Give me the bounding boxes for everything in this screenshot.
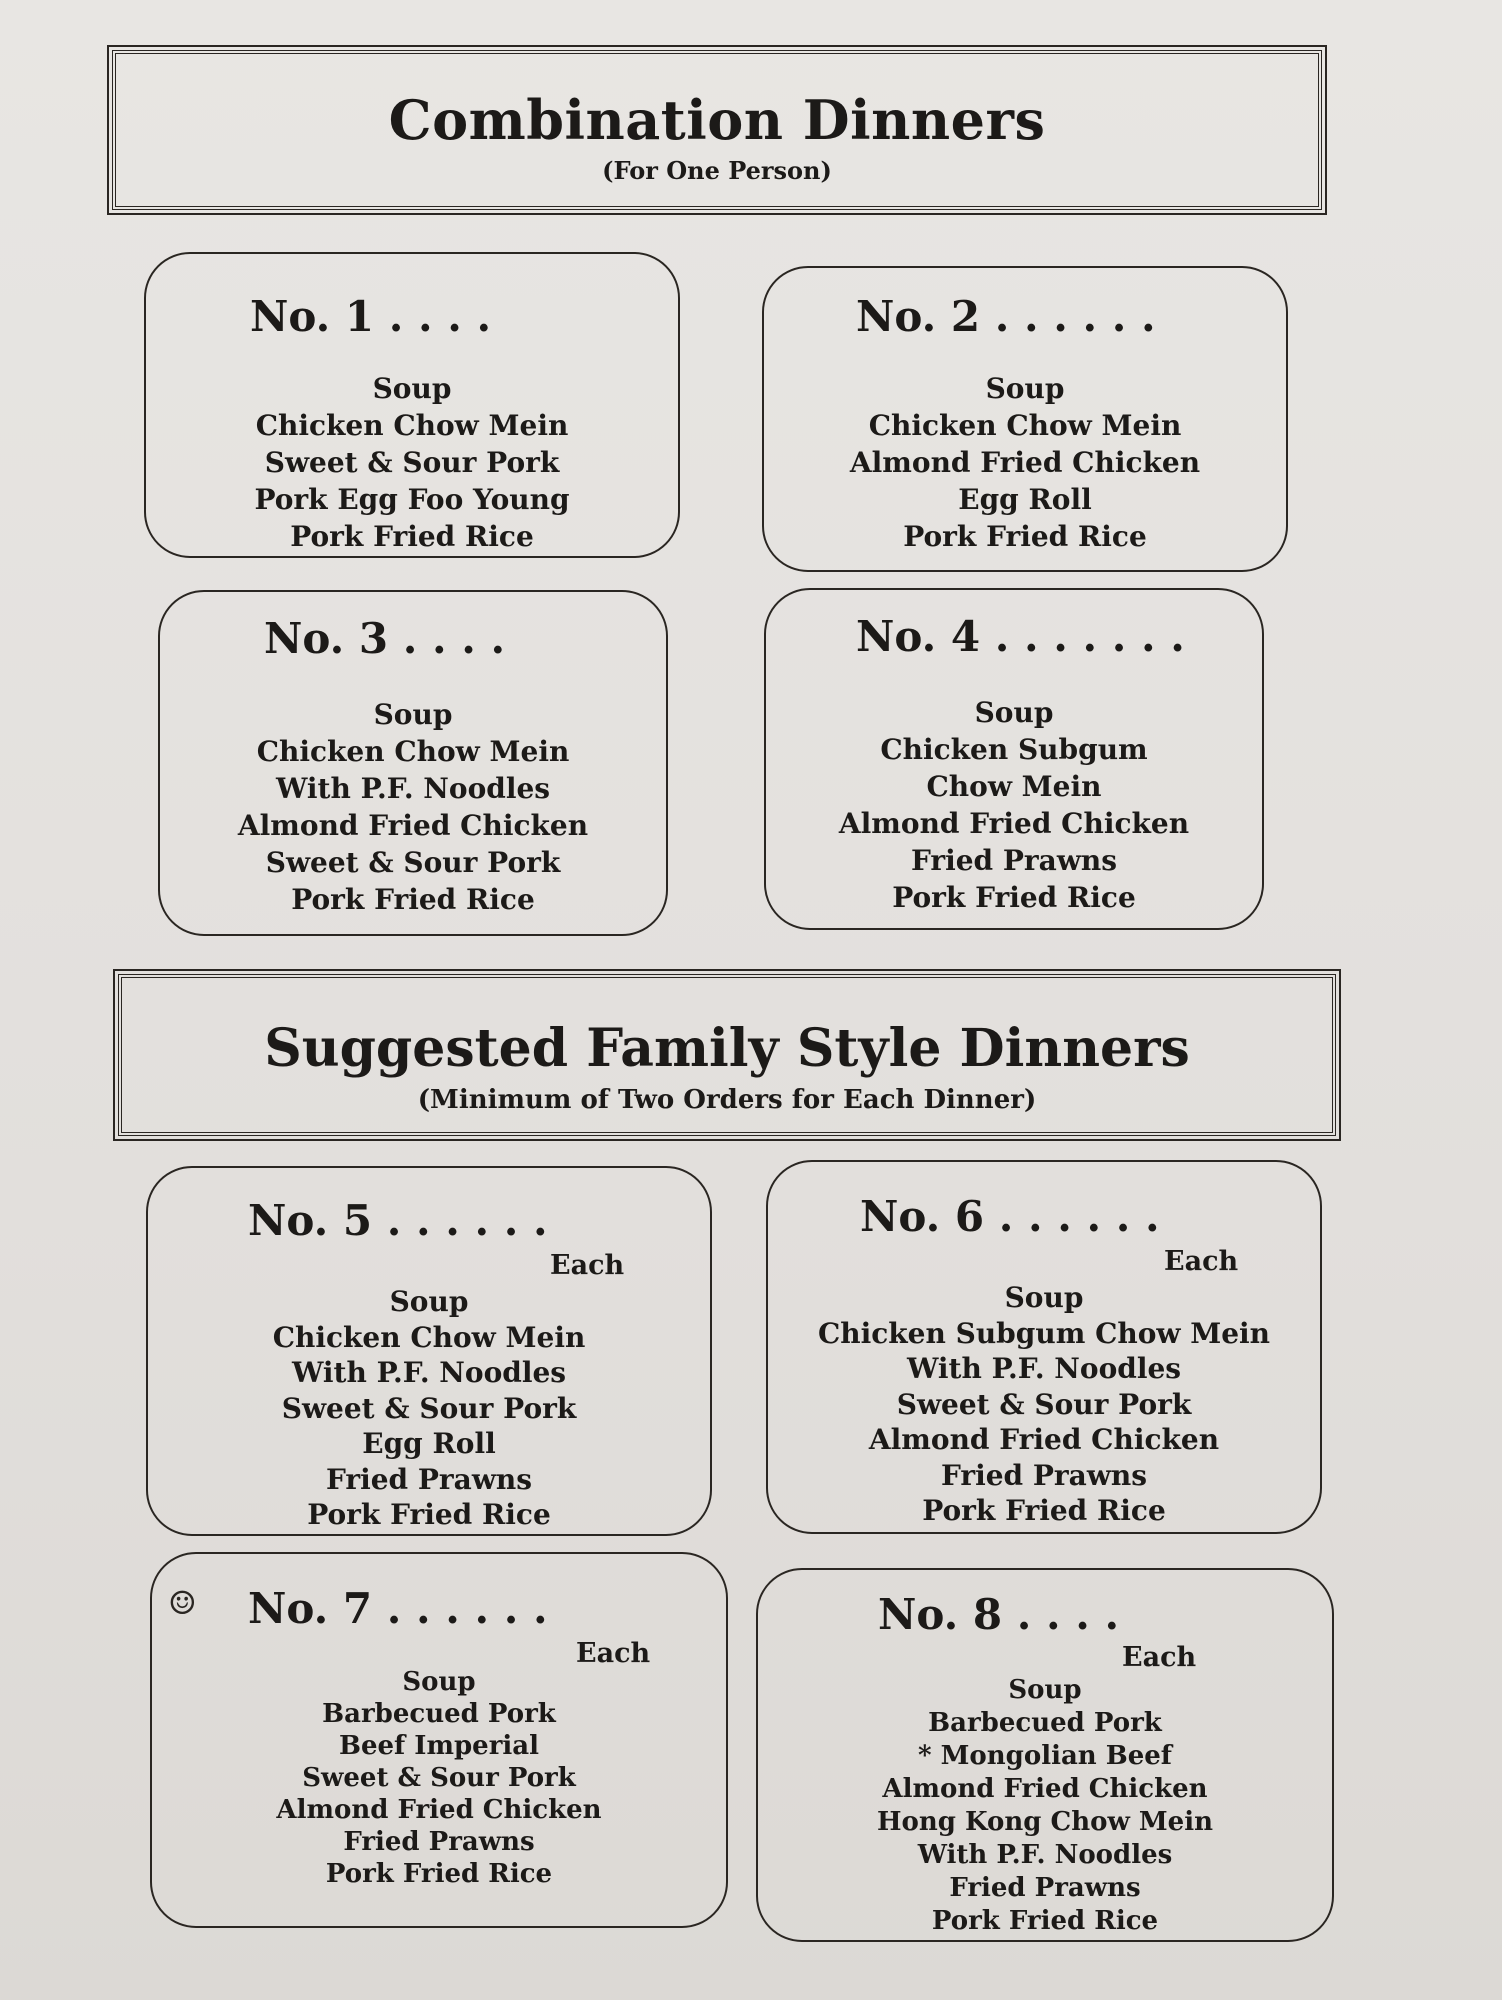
dinner-item: Sweet & Sour Pork xyxy=(281,1391,577,1425)
dinner-item: Almond Fried Chicken xyxy=(276,1795,602,1825)
dinner-number: No. 1 . . . . xyxy=(250,292,492,341)
dinner-item: Soup xyxy=(372,372,452,405)
dinner-item: Egg Roll xyxy=(362,1427,496,1460)
family-dinners-subtitle: (Minimum of Two Orders for Each Dinner) xyxy=(417,1085,1037,1115)
dinner-item: Pork Fried Rice xyxy=(291,883,535,916)
dinner-item: Pork Fried Rice xyxy=(903,520,1147,553)
dinner-item: Pork Fried Rice xyxy=(892,881,1136,914)
dinner-items xyxy=(146,370,678,555)
dinner-card-8 xyxy=(756,1568,1334,1942)
dinner-card-6 xyxy=(766,1160,1322,1534)
dinner-item: Hong Kong Chow Mein xyxy=(876,1807,1214,1837)
dinner-number: No. 7 . . . . . . xyxy=(248,1584,548,1633)
dinner-item: Almond Fried Chicken xyxy=(237,809,589,842)
dinner-item: Egg Roll xyxy=(958,483,1092,516)
dinner-item: With P.F. Noodles xyxy=(275,772,551,805)
dinner-card-4 xyxy=(764,588,1264,930)
dinner-items xyxy=(768,1280,1320,1529)
dinner-item: Fried Prawns xyxy=(325,1462,533,1496)
dinner-item: With P.F. Noodles xyxy=(906,1352,1182,1385)
dinner-item: Pork Fried Rice xyxy=(325,1859,553,1889)
dinner-item: Chicken Chow Mein xyxy=(868,409,1182,442)
dinner-item: Soup xyxy=(1004,1281,1084,1314)
dinner-items xyxy=(148,1284,710,1533)
dinner-card-1 xyxy=(144,252,680,558)
smiley-face-icon: ☺ xyxy=(168,1584,197,1622)
family-dinners-header xyxy=(118,974,1336,1136)
each-label: Each xyxy=(1164,1246,1239,1277)
dinner-number: No. 5 . . . . . . xyxy=(248,1196,548,1245)
dinner-item: With P.F. Noodles xyxy=(917,1840,1173,1870)
dinner-item: Soup xyxy=(985,372,1065,405)
dinner-number: No. 3 . . . . xyxy=(264,614,506,663)
each-label: Each xyxy=(550,1250,625,1281)
dinner-item: Chicken Subgum xyxy=(880,733,1148,766)
dinner-item: Chow Mein xyxy=(926,770,1102,803)
dinner-card-7 xyxy=(150,1552,728,1928)
dinner-item: Sweet & Sour Pork xyxy=(264,446,560,479)
dinner-item: Barbecued Pork xyxy=(928,1708,1162,1738)
dinner-item: Barbecued Pork xyxy=(322,1699,556,1729)
dinner-item: Fried Prawns xyxy=(949,1873,1141,1903)
dinner-items xyxy=(764,370,1286,555)
dinner-item: Fried Prawns xyxy=(910,844,1118,877)
each-label: Each xyxy=(576,1638,651,1669)
dinner-item: Chicken Subgum Chow Mein xyxy=(817,1316,1271,1350)
dinner-item: Pork Egg Foo Young xyxy=(254,483,570,516)
dinner-item: Chicken Chow Mein xyxy=(256,735,570,768)
each-label: Each xyxy=(1122,1642,1197,1673)
combination-dinners-header xyxy=(112,50,1322,210)
dinner-item: Soup xyxy=(389,1285,469,1318)
dinner-items xyxy=(766,694,1262,916)
dinner-number: No. 4 . . . . . . . xyxy=(856,612,1185,661)
dinner-item: Soup xyxy=(373,698,453,731)
combination-dinners-title: Combination Dinners xyxy=(388,88,1046,152)
dinner-card-2 xyxy=(762,266,1288,572)
dinner-item: Soup xyxy=(1008,1675,1082,1705)
dinner-item: Pork Fried Rice xyxy=(307,1498,551,1531)
dinner-item: Sweet & Sour Pork xyxy=(265,846,561,879)
dinner-item: Almond Fried Chicken xyxy=(882,1774,1208,1804)
dinner-items xyxy=(758,1674,1332,1938)
combination-dinners-subtitle: (For One Person) xyxy=(602,156,832,185)
dinner-item: Chicken Chow Mein xyxy=(272,1320,586,1354)
dinner-card-5 xyxy=(146,1166,712,1536)
dinner-number: No. 6 . . . . . . xyxy=(860,1192,1160,1241)
dinner-item: Soup xyxy=(402,1667,476,1697)
dinner-items xyxy=(160,696,666,918)
dinner-items xyxy=(152,1666,726,1890)
dinner-item: Almond Fried Chicken xyxy=(849,446,1201,479)
dinner-item: Fried Prawns xyxy=(343,1827,535,1857)
dinner-item: Soup xyxy=(974,696,1054,729)
dinner-item: Pork Fried Rice xyxy=(931,1906,1159,1936)
dinner-item: * Mongolian Beef xyxy=(918,1741,1172,1771)
dinner-item: Almond Fried Chicken xyxy=(868,1423,1220,1456)
dinner-item: With P.F. Noodles xyxy=(291,1356,567,1389)
dinner-item: Chicken Chow Mein xyxy=(255,409,569,442)
family-dinners-title: Suggested Family Style Dinners xyxy=(264,1018,1190,1079)
dinner-number: No. 8 . . . . xyxy=(878,1590,1120,1639)
dinner-item: Fried Prawns xyxy=(940,1458,1148,1492)
dinner-item: Beef Imperial xyxy=(339,1731,539,1761)
dinner-item: Almond Fried Chicken xyxy=(838,807,1190,840)
dinner-card-3 xyxy=(158,590,668,936)
dinner-item: Pork Fried Rice xyxy=(290,520,534,553)
dinner-item: Sweet & Sour Pork xyxy=(302,1763,576,1793)
dinner-number: No. 2 . . . . . . xyxy=(856,292,1156,341)
dinner-item: Sweet & Sour Pork xyxy=(896,1387,1192,1421)
dinner-item: Pork Fried Rice xyxy=(922,1494,1166,1527)
